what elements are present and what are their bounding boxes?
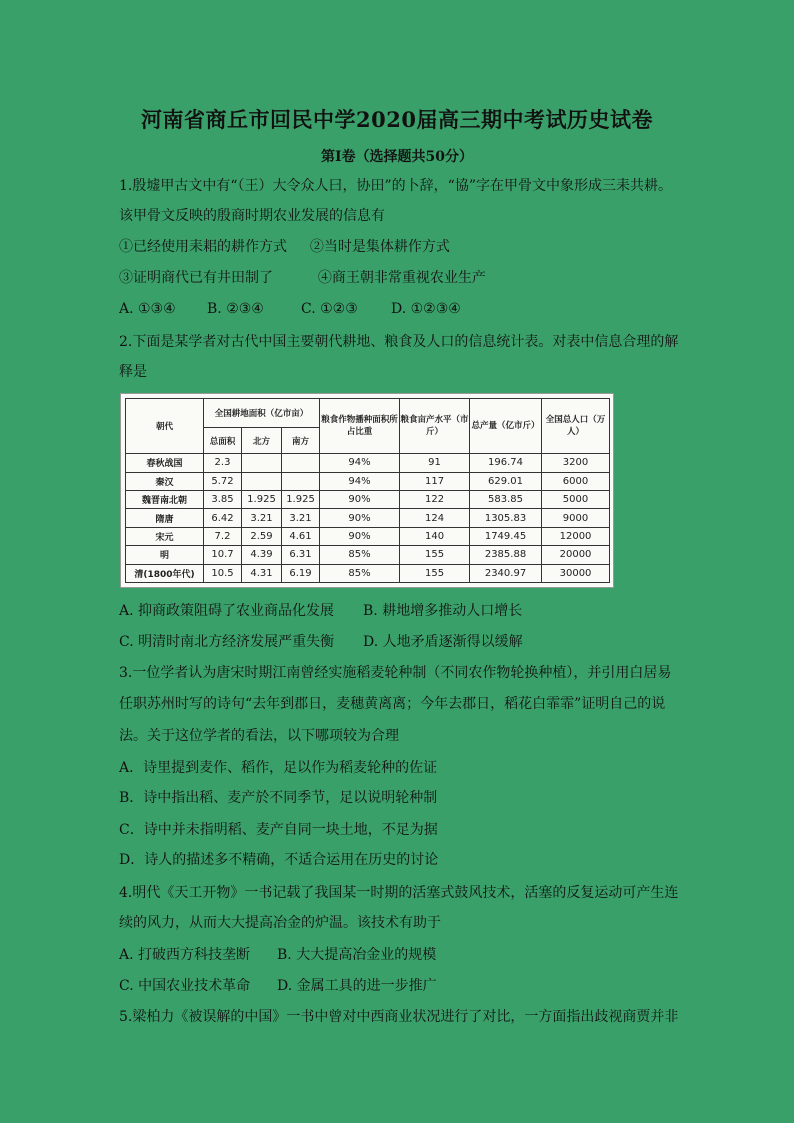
q1-option-a[interactable]: A. ①③④: [119, 301, 176, 317]
q1-option-d[interactable]: D. ①②③④: [391, 301, 461, 317]
table-cell-south: 1.925: [282, 490, 320, 508]
q3-stem-line3: 法。关于这位学者的看法，以下哪项较为合理: [119, 728, 399, 744]
table-cell-south: 6.19: [282, 564, 320, 582]
table-cell-ratio: 94%: [320, 454, 400, 472]
table-cell-total: 10.5: [204, 564, 242, 582]
table-cell-north: 3.21: [242, 509, 282, 527]
table-cell-ratio: 90%: [320, 509, 400, 527]
table-cell-output: 2340.97: [470, 564, 542, 582]
table-cell-yield: 155: [400, 546, 470, 564]
table-cell-dynasty: 秦汉: [126, 472, 204, 490]
header-north: 北方: [242, 427, 282, 453]
table-cell-population: 6000: [542, 472, 610, 490]
q4-option-b[interactable]: B. 大大提高冶金业的规模: [277, 947, 437, 963]
table-cell-south: 3.21: [282, 509, 320, 527]
q3-option-d[interactable]: D．诗人的描述多不精确，不适合运用在历史的讨论: [119, 852, 439, 868]
q5-stem-line1: 5.梁柏力《被误解的中国》一书中曾对中西商业状况进行了对比，一方面指出歧视商贾并非: [119, 1009, 679, 1025]
table-row: [126, 454, 610, 472]
table-cell-output: 629.01: [470, 472, 542, 490]
q2-options-row1: [119, 602, 679, 620]
table-cell-yield: 140: [400, 527, 470, 545]
table-cell-dynasty: 魏晋南北朝: [126, 490, 204, 508]
q2-option-d[interactable]: D. 人地矛盾逐渐得以缓解: [363, 634, 523, 650]
table-cell-output: 196.74: [470, 454, 542, 472]
table-cell-north: 4.31: [242, 564, 282, 582]
table-cell-total: 2.3: [204, 454, 242, 472]
table-cell-south: 6.31: [282, 546, 320, 564]
table-cell-population: 3200: [542, 454, 610, 472]
table-cell-ratio: 90%: [320, 490, 400, 508]
table-cell-total: 3.85: [204, 490, 242, 508]
table-cell-dynasty: 清(1800年代): [126, 564, 204, 582]
header-south: 南方: [282, 427, 320, 453]
table-row: [126, 509, 610, 527]
q4-stem-line1: 4.明代《天工开物》一书记载了我国某一时期的活塞式鼓风技术，活塞的反复运动可产生连: [119, 885, 679, 901]
table-row: [126, 472, 610, 490]
table-row: [126, 490, 610, 508]
table-cell-population: 9000: [542, 509, 610, 527]
q1-item-3: ③证明商代已有井田制了: [119, 270, 273, 286]
q4-option-c[interactable]: C. 中国农业技术革命: [119, 978, 251, 994]
table-cell-total: 5.72: [204, 472, 242, 490]
q2-option-a[interactable]: A. 抑商政策阻碍了农业商品化发展: [119, 603, 335, 619]
q1-item-4: ④商王朝非常重视农业生产: [317, 270, 486, 286]
table-cell-total: 7.2: [204, 527, 242, 545]
header-farmland-group: 全国耕地面积（亿市亩）: [204, 399, 320, 428]
header-grain-ratio: 粮食作物播种面积所占比重: [320, 399, 400, 454]
q2-data-table-image: [120, 393, 614, 588]
table-cell-total: 6.42: [204, 509, 242, 527]
q1-option-b[interactable]: B. ②③④: [207, 301, 264, 317]
q1-items-row2: [119, 269, 679, 287]
table-cell-dynasty: 隋唐: [126, 509, 204, 527]
table-cell-yield: 124: [400, 509, 470, 527]
q4-options-row1: [119, 946, 679, 964]
q1-items-row1: [119, 238, 679, 256]
table-cell-output: 1305.83: [470, 509, 542, 527]
table-cell-south: [282, 472, 320, 490]
table-cell-north: [242, 454, 282, 472]
header-dynasty: 朝代: [126, 399, 204, 454]
q2-stem-line1: 2.下面是某学者对古代中国主要朝代耕地、粮食及人口的信息统计表。对表中信息合理的解: [119, 334, 679, 350]
table-cell-yield: 155: [400, 564, 470, 582]
q1-item-1: ①已经使用耒耜的耕作方式: [119, 239, 287, 255]
header-total-area: 总面积: [204, 427, 242, 453]
q1-item-2: ②当时是集体耕作方式: [309, 239, 450, 255]
table-cell-south: [282, 454, 320, 472]
q2-option-b[interactable]: B. 耕地增多推动人口增长: [363, 603, 523, 619]
q4-option-a[interactable]: A. 打破西方科技垄断: [119, 947, 251, 963]
q3-option-c[interactable]: C．诗中并未指明稻、麦产自同一块土地，不足为据: [119, 822, 438, 838]
table-cell-ratio: 85%: [320, 564, 400, 582]
header-population: 全国总人口（万人）: [542, 399, 610, 454]
q2-data-table: [125, 398, 610, 583]
q1-stem-line2: 该甲骨文反映的殷商时期农业发展的信息有: [119, 208, 385, 224]
table-cell-north: 2.59: [242, 527, 282, 545]
q1-stem-line1: 1.殷墟甲古文中有“（王）大令众人曰，协田”的卜辞，“協”字在甲骨文中象形成三耒共耕。: [119, 178, 672, 194]
table-cell-ratio: 85%: [320, 546, 400, 564]
q2-option-c[interactable]: C. 明清时南北方经济发展严重失衡: [119, 634, 335, 650]
q3-option-b[interactable]: B．诗中指出稻、麦产於不同季节，足以说明轮种制: [119, 790, 438, 806]
table-cell-population: 30000: [542, 564, 610, 582]
q4-options-row2: [119, 977, 679, 995]
table-cell-yield: 122: [400, 490, 470, 508]
table-cell-output: 2385.88: [470, 546, 542, 564]
q2-options-row2: [119, 633, 679, 651]
table-cell-dynasty: 宋元: [126, 527, 204, 545]
q3-stem-line1: 3.一位学者认为唐宋时期江南曾经实施稻麦轮种制（不同农作物轮换种植），并引用白居易: [119, 665, 672, 681]
header-total-output: 总产量（亿市斤）: [470, 399, 542, 454]
table-cell-north: 1.925: [242, 490, 282, 508]
q4-option-d[interactable]: D. 金属工具的进一步推广: [277, 978, 437, 994]
table-cell-south: 4.61: [282, 527, 320, 545]
table-cell-population: 5000: [542, 490, 610, 508]
q3-option-a[interactable]: A．诗里提到麦作、稻作，足以作为稻麦轮种的佐证: [119, 760, 438, 776]
table-cell-ratio: 90%: [320, 527, 400, 545]
table-cell-output: 1749.45: [470, 527, 542, 545]
table-cell-total: 10.7: [204, 546, 242, 564]
table-cell-dynasty: 明: [126, 546, 204, 564]
q2-stem-line2: 释是: [119, 364, 147, 380]
table-cell-yield: 91: [400, 454, 470, 472]
table-cell-population: 12000: [542, 527, 610, 545]
table-cell-north: [242, 472, 282, 490]
table-cell-dynasty: 春秋战国: [126, 454, 204, 472]
header-yield-per-mu: 粮食亩产水平（市斤）: [400, 399, 470, 454]
table-cell-ratio: 94%: [320, 472, 400, 490]
table-row: [126, 546, 610, 564]
section-header: 第Ⅰ卷（选择题共50分）: [320, 149, 474, 165]
q4-stem-line2: 续的风力，从而大大提高冶金的炉温。该技术有助于: [119, 915, 441, 931]
table-row: [126, 527, 610, 545]
q1-option-c[interactable]: C. ①②③: [301, 301, 358, 317]
table-cell-population: 20000: [542, 546, 610, 564]
q1-options: [119, 300, 679, 318]
table-cell-output: 583.85: [470, 490, 542, 508]
q3-stem-line2: 任职苏州时写的诗句“去年到郡日，麦穗黄离离；今年去郡日，稻花白霏霏”证明自己的说: [119, 696, 666, 712]
table-cell-yield: 117: [400, 472, 470, 490]
exam-title: 河南省商丘市回民中学2020届高三期中考试历史试卷: [141, 107, 653, 132]
table-row: [126, 564, 610, 582]
table-cell-north: 4.39: [242, 546, 282, 564]
